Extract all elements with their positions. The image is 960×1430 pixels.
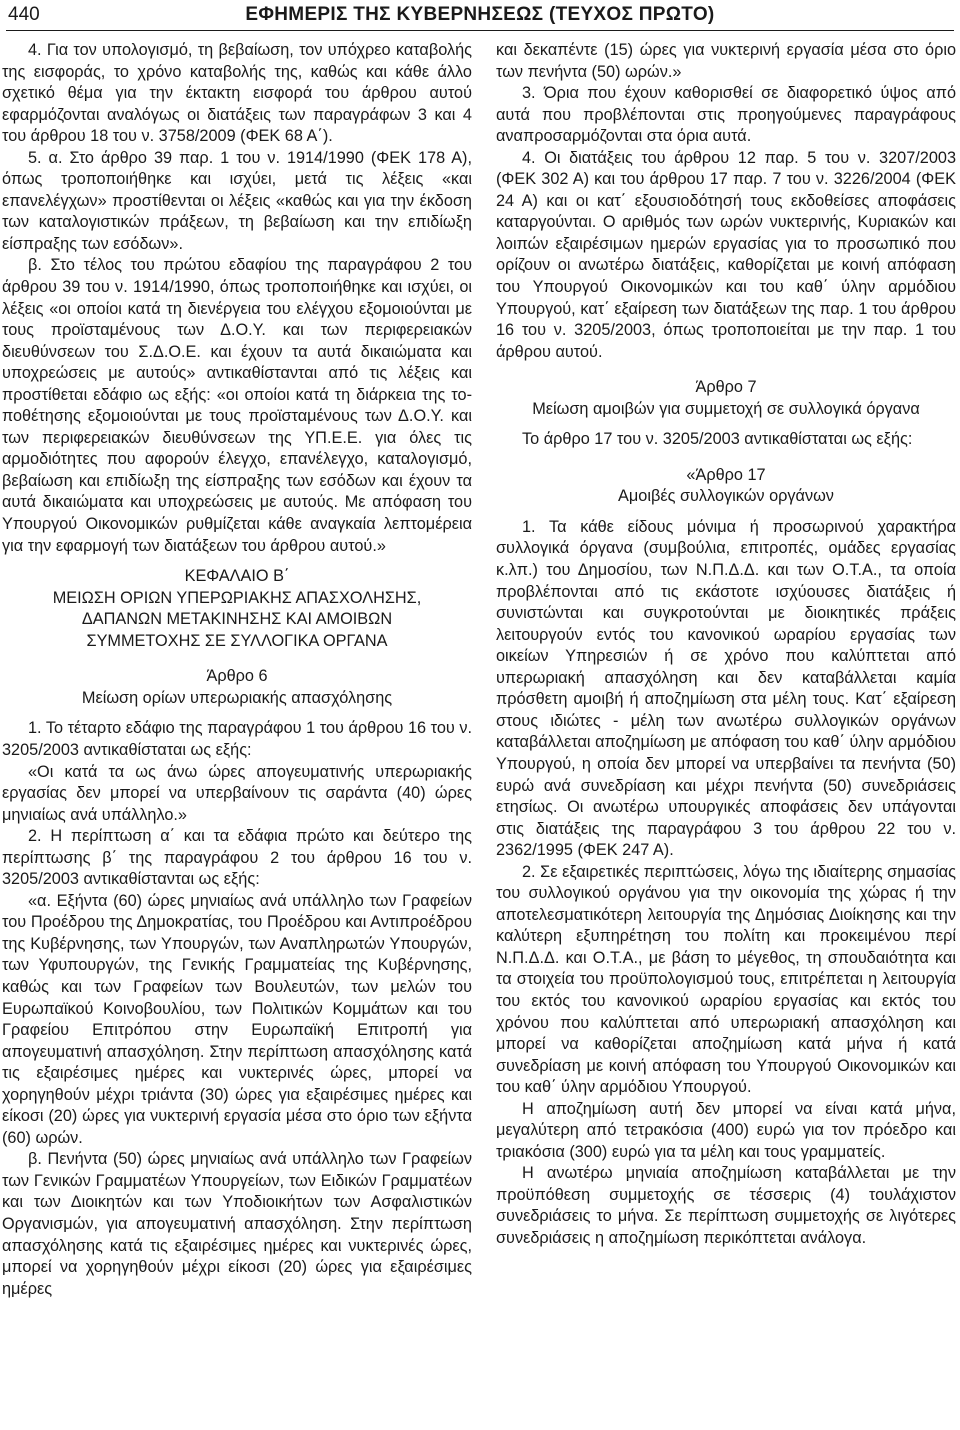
header-rule bbox=[6, 30, 954, 31]
paragraph: και δεκαπέντε (15) ώρες για νυκτερινή εργασία μέσα στο όριο των πενήντα (50) ωρών.» bbox=[496, 41, 956, 81]
paragraph: 1. Το τέταρτο εδάφιο της παραγράφου 1 του άρθρου 16 του ν. 3205/2003 αντικαθίσταται ως εξής: bbox=[2, 719, 472, 759]
page-header bbox=[0, 0, 960, 34]
chapter-heading: ΚΕΦΑΛΑΙΟ Β΄ bbox=[184, 567, 290, 586]
paragraph: Η ανωτέρω μηνιαία αποζημίωση καταβάλλεται με την προϋπόθεση συμμετοχής σε τέσσερις (4) τουλάχιστον συνεδριάσεις το μήνα. Σε περίπτωση συμμετοχής σε λιγότερες συνεδριάσεις η αποζημίωση περικόπτεται ανάλογα. bbox=[496, 1164, 956, 1247]
paragraph: Το άρθρο 17 του ν. 3205/2003 αντικαθίσταται ως εξής: bbox=[522, 430, 913, 449]
left-column bbox=[2, 40, 472, 1300]
paragraph: 3. Όρια που έχουν καθορισθεί σε διαφορετικό ύψος από αυτά που προβλέπονται στις προηγούμενες παραγράφους αναπροσαρμόζονται στα όρια αυτά. bbox=[496, 84, 956, 146]
quoted-article-title: Αμοιβές συλλογικών οργάνων bbox=[618, 487, 834, 506]
paragraph: 4. Για τον υπολογισμό, τη βεβαίωση, τον υπόχρεο καταβολής της εισφοράς, το χρόνο καταβολής της, καθώς και κάθε άλλο σχετικό θέμα για την έκτακτη εισφορά του άρθρου αυτού εφαρμόζονται αναλόγως οι διατάξεις των παραγράφων 3 και 4 του άρθρου 18 του ν. 3758/2009 (ΦΕΚ 68 Α΄). bbox=[2, 41, 472, 146]
paragraph: «α. Εξήντα (60) ώρες μηνιαίως ανά υπάλληλο των Γραφείων του Προέδρου της Δημοκρατίας, του Προέδρου και Αντιπροέδρου της Κυβέρνησης, των Υπουργών, των Αναπληρωτών Υπουργών, των Υφυπουργών, της Γενικής Γραμματείας της Κυβέρνησης, καθώς και των Γραφείων των Βουλευτών, των μελών του Ευρωπαϊκού Κοινοβουλίου, των Πολιτικών Κομμάτων και του Γραφείου Επιτρόπου στην Ευρωπαϊκή Επιτροπή για απογευματινή απασχόληση. Στην περίπτωση απασχόλησης κατά τις εξαιρέσιμες ημέρες και νυκτερινές ώρες, μπορεί να χορηγηθούν μέχρι τριάντα (30) ώρες για εξαιρέσιμες ημέρες και είκοσι (20) ώρες για νυκτερινή εργασία μέσα στο όριο των εξήντα (60) ωρών. bbox=[2, 891, 472, 1147]
paragraph: 4. Οι διατάξεις του άρθρου 12 παρ. 5 του ν. 3207/2003 (ΦΕΚ 302 Α) και του άρθρου 17 παρ. 7 του ν. 3226/2004 (ΦΕΚ 24 Α) και οι κατ΄ εξουσιοδότησή τους εκδοθείσες αποφάσεις καταργούνται. Ο αριθμός των ωρών νυκτερινής, Κυριακών και λοιπών εξαιρέσιμων ημερών εργασίας για το προσωπικό που ορίζουν οι ανωτέρω διατάξεις, καθορίζεται με κοινή απόφαση του Υπουργού Οικονομικών και του καθ΄ ύλην αρμόδιου Υπουργού, κατ΄ εξαίρεση των διατάξεων της παρ. 1 του άρθρου 16 του ν. 3205/2003, όπως τροποποιείται με την παρ. 1 του άρθρου αυτού. bbox=[496, 148, 956, 361]
right-column bbox=[496, 40, 956, 1250]
article-title: Μείωση αμοιβών για συμμετοχή σε συλλογικά όργανα bbox=[532, 399, 920, 418]
paragraph: «Οι κατά τα ως άνω ώρες απογευματινής υπερωριακής εργασίας δεν μπορεί να υπερβαίνουν τις σαράντα (40) ώρες μηνιαίως ανά υπάλληλο.» bbox=[2, 762, 472, 824]
page-number: 440 bbox=[8, 4, 40, 25]
article-title: Μείωση ορίων υπερωριακής απασχόλησης bbox=[81, 688, 393, 707]
paragraph: 2. Σε εξαιρετικές περιπτώσεις, λόγω της ιδιαίτερης σημασίας του συλλογικού οργάνου για την οικονομία της χώρας ή την αποτελεσματικότερη λειτουργία της Δημόσιας Διοίκησης και την καλύτερη εξυπηρέτηση του πολίτη και προκειμένου περί Ν.Π.Δ.Δ. και Ο.Τ.Α., με βάση το μέγεθος, τη σπουδαιότητα και τα στοιχεία του προϋπολογισμού τους, επιτρέπεται η λειτουργία του εκτός του κανονικού ωραρίου εργασίας και εκτός του χρόνου που καλύπτεται από υπερωριακή απασχόληση και μπορεί να καθορίζεται αποζημίωση κατά μήνα ή κατά συνεδρίαση με κοινή απόφαση του Υπουργού Οικονομικών και του καθ΄ ύλην αρμόδιου Υπουργού. bbox=[496, 862, 956, 1097]
article-heading: Άρθρο 7 bbox=[695, 378, 757, 397]
paragraph: β. Στο τέλος του πρώτου εδαφίου της παραγράφου 2 του άρθρου 39 του ν. 1914/1990, όπως τροποποιήθηκε και ισχύει, οι λέξεις «οι οποίοι κατά τη διενέργεια του ελέγχου εξομοιούνται με τους προϊσταμένους των Δ.Ο.Υ. και των περιφερειακών διευθύνσεων του Σ.Δ.Ο.Ε. και έχουν τα αυτά δικαιώματα και υποχρεώσεις με αυτούς» αντικαθίστανται από τις λέξεις και προστίθεται εδάφιο ως εξής: «οι οποίοι κατά τη διάρκεια της τοποθέτησης εξομοιούνται με τους προϊσταμένους των Δ.Ο.Υ. και των περιφερειακών διευθύνσεων της ΥΠ.Ε.Ε. για όλες τις αρμοδιότητες που αφορούν έλεγχο, επανέλεγχο, καταλογισμό, βεβαίωση και επιδίωξη της είσπραξης των εσόδων και έχουν τα αυτά δικαιώματα και υποχρεώσεις με αυτούς. Με απόφαση του Υπουργού Οικονομικών ρυθμίζεται κάθε αναγκαία λεπτομέρεια για την εφαρμογή των διατάξεων του άρθρου αυτού.» bbox=[2, 256, 472, 555]
paragraph: 5. α. Στο άρθρο 39 παρ. 1 του ν. 1914/1990 (ΦΕΚ 178 Α), όπως τροποποιήθηκε και ισχύει, μετά τις λέξεις «και επανελέγχων» προστίθενται οι λέξεις «καθώς και για την έκδοση των καταλογιστικών πράξεων, τη βεβαίωση και την επιδίωξη είσπραξης των εσόδων». bbox=[2, 148, 472, 253]
chapter-title: ΜΕΙΩΣΗ ΟΡΙΩΝ ΥΠΕΡΩΡΙΑΚΗΣ ΑΠΑΣΧΟΛΗΣΗΣ, bbox=[52, 588, 422, 607]
paragraph: Η αποζημίωση αυτή δεν μπορεί να είναι κατά μήνα, μεγαλύτερη από τετρακόσια (400) ευρώ για τον πρόεδρο και τριακόσια (300) ευρώ για τα μέλη και τους γραμματείς. bbox=[496, 1099, 956, 1161]
paragraph: 2. Η περίπτωση α΄ και τα εδάφια πρώτο και δεύτερο της περίπτωσης β΄ της παραγράφου 2 του άρθρου 16 του ν. 3205/2003 αντικαθίστανται ως εξής: bbox=[2, 827, 472, 889]
chapter-title: ΣΥΜΜΕΤΟΧΗΣ ΣΕ ΣΥΛΛΟΓΙΚΑ ΟΡΓΑΝΑ bbox=[86, 631, 388, 650]
paragraph: 1. Τα κάθε είδους μόνιμα ή προσωρινού χαρακτήρα συλλογικά όργανα (συμβούλια, επιτροπές, ομάδες εργασίας κ.λπ.) του Δημοσίου, των Ν.Π.Δ.Δ. και των Ο.Τ.Α., τα οποία προβλέπονται από τις εκάστοτε ισχύουσες διατάξεις ή συνιστώνται και συγκροτούνται με διοικητικές πράξεις λειτουργούν εντός του κανονικού ωραρίου εργασίας των οικείων Υπηρεσιών ή σε χρόνο που καλύπτεται από υπερωριακή απασχόληση και δεν καταβάλλεται καμία πρόσθετη αμοιβή ή αποζημίωση στα μέλη τους. Κατ΄ εξαίρεση στους ιδιώτες - μέλη των ανωτέρω συλλογικών οργάνων καταβάλλεται αποζημίωση με απόφαση του καθ΄ ύλην αρμόδιου Υπουργού, η οποία δεν μπορεί να υπερβαίνει τα πενήντα (50) ευρώ ανά συνεδρίαση και μέχρι πενήντα (50) συνεδριάσεις ετησίως. Οι ανωτέρω υπουργικές αποφάσεις δεν υπάγονται στις διατάξεις της παραγράφου 3 του άρθρου 22 του ν. 2362/1995 (ΦΕΚ 247 Α). bbox=[496, 517, 956, 860]
paragraph: β. Πενήντα (50) ώρες μηνιαίως ανά υπάλληλο των Γραφείων των Γενικών Γραμματέων Υπουργείων, των Ειδικών Γραμματέων και των Διοικητών και των Υποδιοικήτων των Ασφαλιστικών Οργανισμών, για απογευματινή απασχόληση. Στην περίπτωση απασχόλησης κατά τις εξαιρέσιμες ημέρες και νυκτερινές ώρες, μπορεί να χορηγηθούν μέχρι είκοσι (20) ώρες για εξαιρέσιμες ημέρες bbox=[2, 1150, 472, 1298]
quoted-article-heading: «Άρθρο 17 bbox=[686, 465, 766, 484]
chapter-title: ΔΑΠΑΝΩΝ ΜΕΤΑΚΙΝΗΣΗΣ ΚΑΙ ΑΜΟΙΒΩΝ bbox=[81, 610, 393, 629]
article-heading: Άρθρο 6 bbox=[206, 667, 268, 686]
gazette-title: ΕΦΗΜΕΡΙΣ ΤΗΣ ΚΥΒΕΡΝΗΣΕΩΣ (ΤΕΥΧΟΣ ΠΡΩΤΟ) bbox=[245, 4, 715, 25]
